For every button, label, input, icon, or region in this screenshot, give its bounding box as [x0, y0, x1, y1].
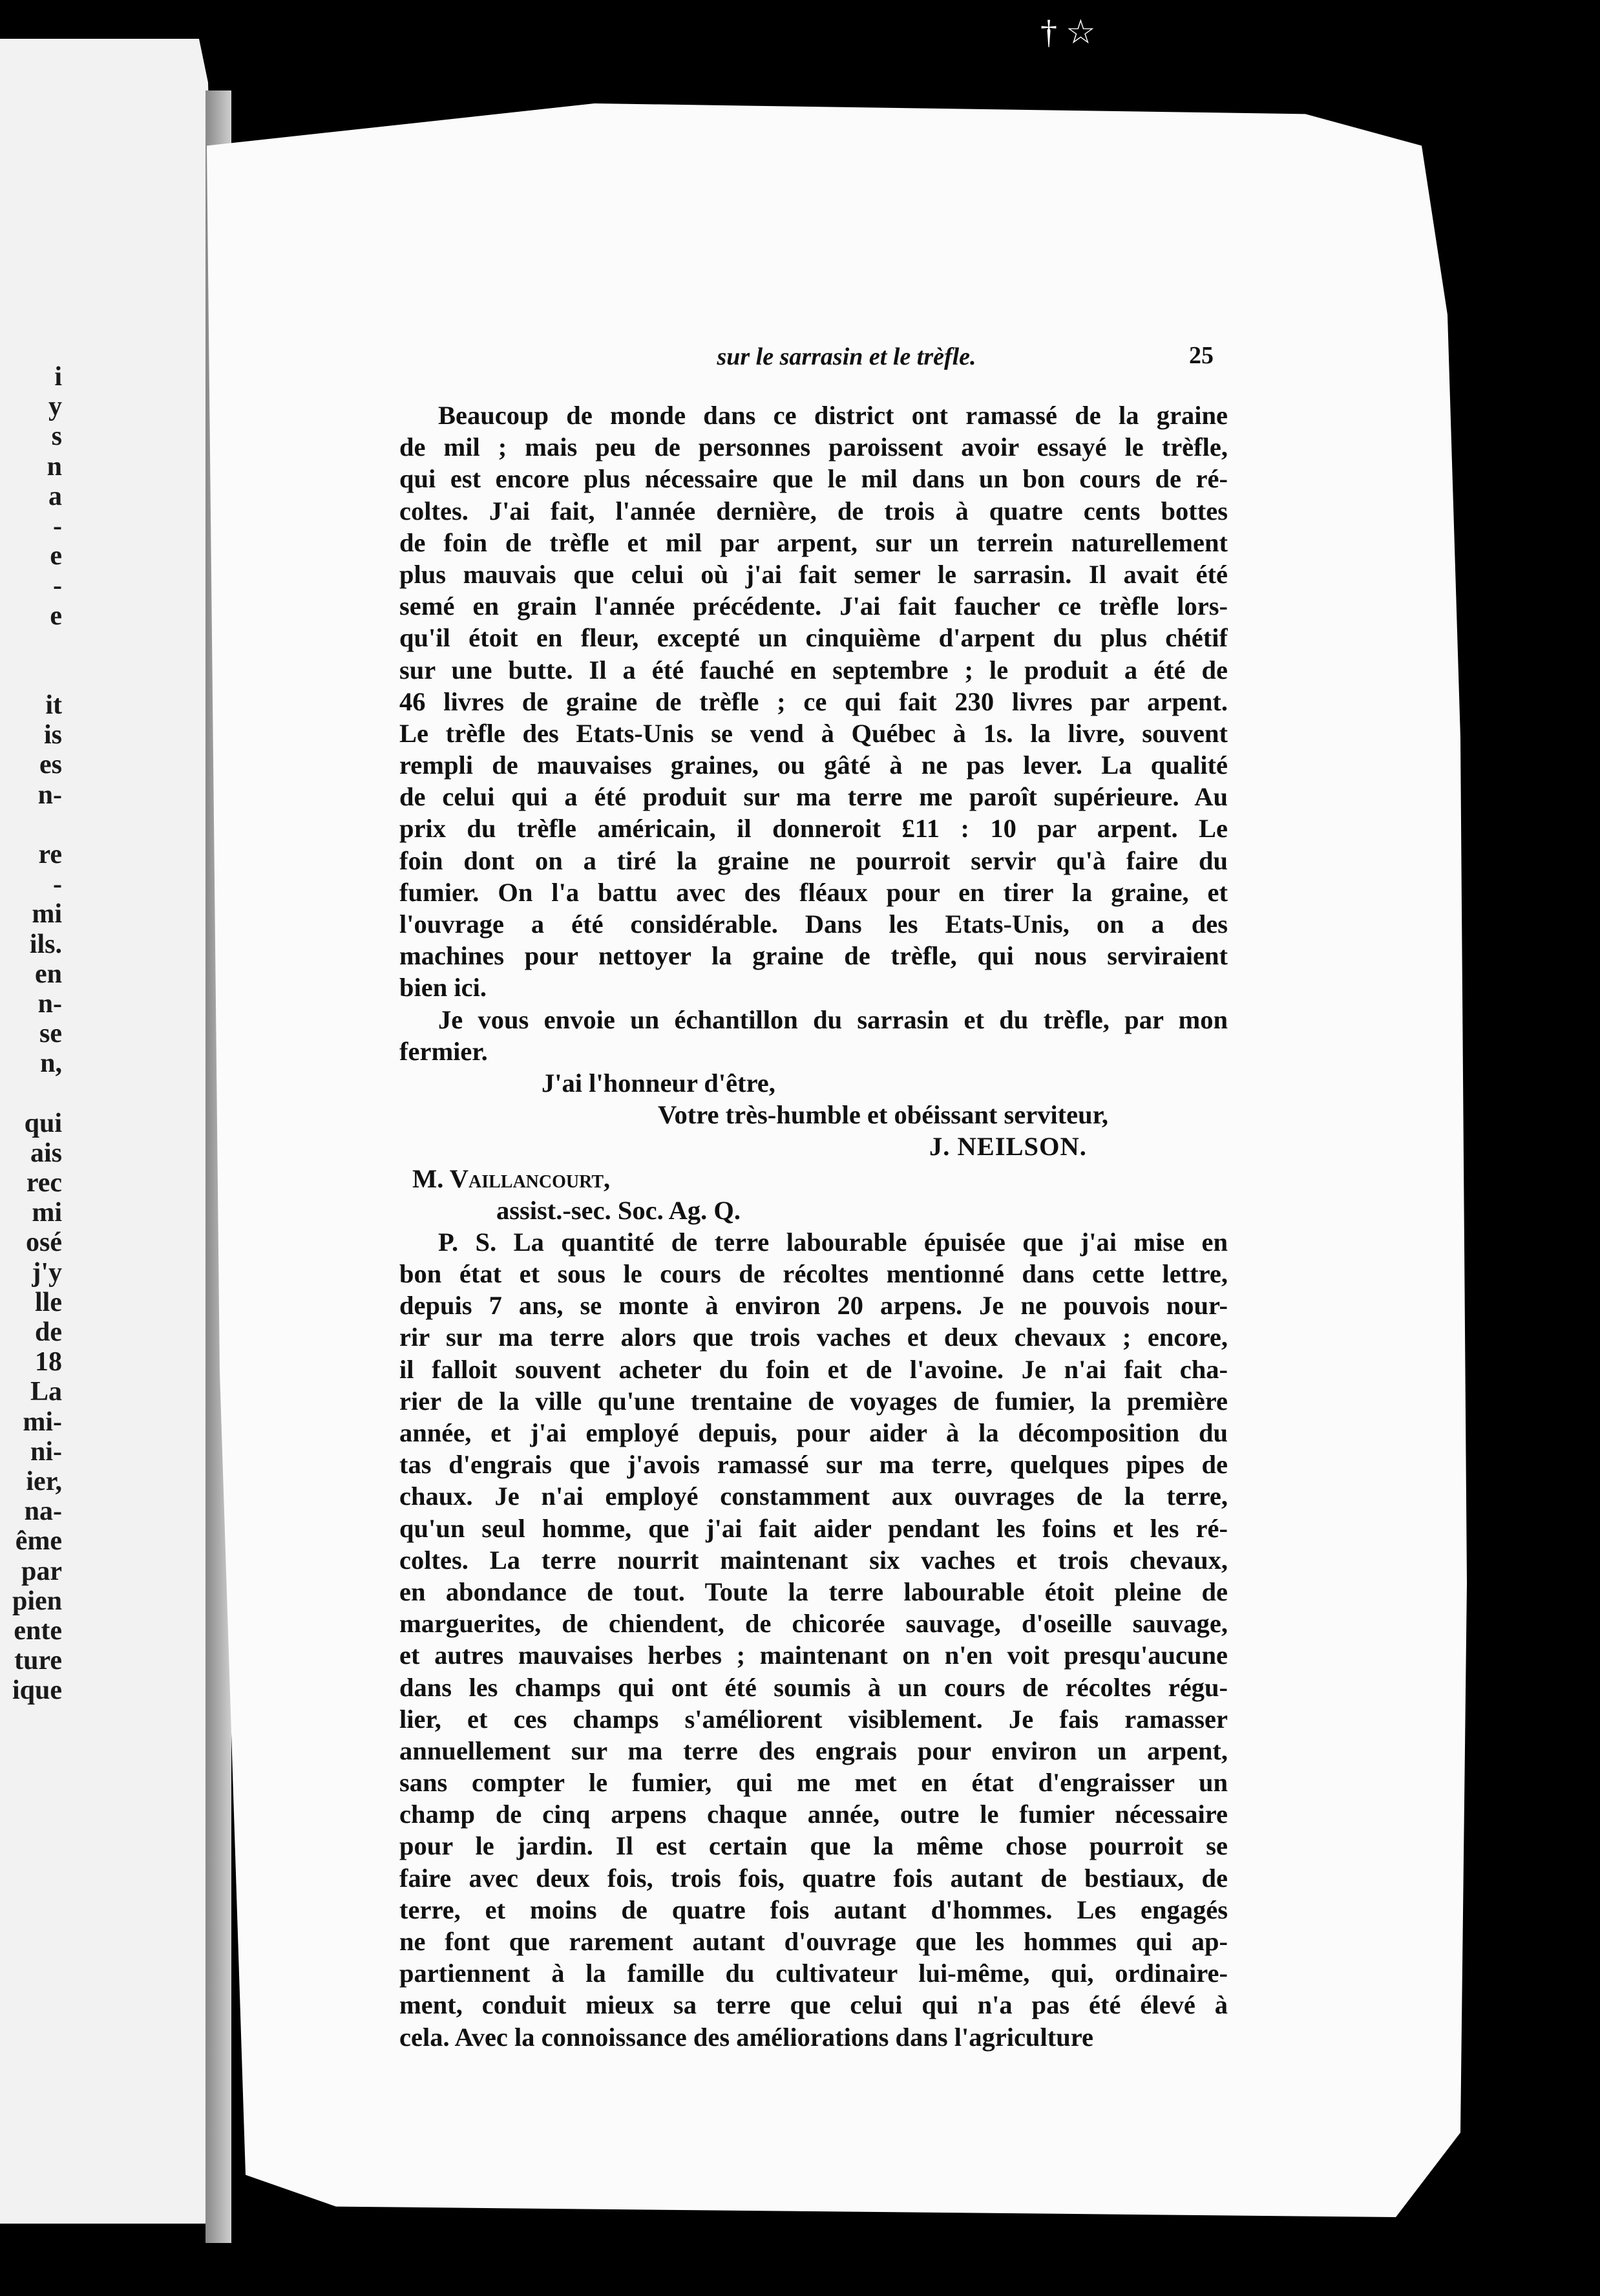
text-line: Le trèfle des Etats-Unis se vend à Québec à 1s. la livre, souvent	[399, 718, 1228, 748]
left-edge-fragment: 18	[35, 1347, 62, 1377]
text-line: terre, et moins de quatre fois autant d'hommes. Les engagés	[399, 1895, 1228, 1924]
left-edge-fragment: ture	[14, 1646, 62, 1676]
text-line: coltes. La terre nourrit maintenant six vaches et trois chevaux,	[399, 1545, 1228, 1575]
text-line: machines pour nettoyer la graine de trèfle, qui nous serviraient	[399, 941, 1228, 971]
left-edge-fragment: La	[30, 1377, 62, 1407]
left-edge-fragment	[0, 810, 62, 840]
top-margin-mark: † ☆	[1040, 14, 1096, 51]
left-edge-fragment: ier,	[26, 1466, 62, 1496]
text-line: de celui qui a été produit sur ma terre me paroît supérieure. Au	[399, 782, 1228, 812]
left-edge-fragment: mi	[32, 899, 62, 930]
postscript	[399, 1226, 1228, 2053]
left-edge-fragment: -	[53, 511, 62, 541]
text-line: de mil ; mais peu de personnes paroissent avoir essayé le trèfle,	[399, 432, 1228, 462]
left-edge-fragment: -	[53, 869, 62, 900]
closing-servant: Votre très-humble et obéissant serviteur,	[658, 1100, 1109, 1130]
left-edge-fragment: es	[39, 750, 62, 780]
left-edge-fragment: ni-	[30, 1436, 62, 1467]
text-line: dans les champs qui ont été soumis à un cours de récoltes régu-	[399, 1672, 1228, 1702]
text-line: marguerites, de chiendent, de chicorée sauvage, d'oseille sauvage,	[399, 1609, 1228, 1639]
text-line: année, et j'ai employé depuis, pour aider à la décomposition du	[399, 1418, 1228, 1447]
text-line: en abondance de tout. Toute la terre labourable étoit pleine de	[399, 1577, 1228, 1606]
left-edge-fragment: qui	[24, 1108, 62, 1138]
page-number: 25	[1189, 342, 1214, 369]
left-edge-fragment: y	[48, 392, 62, 422]
text-line: foin dont on a tiré la graine ne pourroit servir qu'à faire du	[399, 845, 1228, 875]
left-edge-fragment: en	[35, 959, 62, 989]
left-edge-fragment: a	[48, 481, 62, 511]
left-edge-fragment: i	[54, 362, 62, 392]
running-head: sur le sarrasin et le trèfle.	[717, 343, 976, 370]
left-edge-fragment: osé	[26, 1228, 62, 1258]
left-edge-fragment: pien	[12, 1586, 62, 1616]
text-line: lier, et ces champs s'améliorent visiblement. Je fais ramasser	[399, 1704, 1228, 1734]
left-edge-fragment: -	[53, 571, 62, 601]
text-line: qu'il étoit en fleur, excepté un cinquième d'arpent du plus chétif	[399, 623, 1228, 653]
left-edge-fragment	[0, 631, 62, 661]
left-edge-fragment: j'y	[32, 1257, 62, 1288]
left-page-edge-text	[0, 362, 62, 1705]
text-line: qu'un seul homme, que j'ai fait aider pendant les foins et les ré-	[399, 1513, 1228, 1543]
text-line: bon état et sous le cours de récoltes mentionné dans cette lettre,	[399, 1259, 1228, 1289]
text-line: rir sur ma terre alors que trois vaches et deux chevaux ; encore,	[399, 1323, 1228, 1352]
left-edge-fragment: re	[38, 840, 62, 869]
left-edge-fragment: n-	[37, 988, 62, 1019]
text-line: depuis 7 ans, se monte à environ 20 arpens. Je ne pouvois nour-	[399, 1291, 1228, 1321]
text-line: rempli de mauvaises graines, ou gâté à ne pas lever. La qualité	[399, 750, 1228, 780]
signature: J. NEILSON.	[929, 1132, 1087, 1162]
left-edge-fragment: it	[45, 690, 62, 721]
text-line: rier de la ville qu'une trentaine de voyages de fumier, la première	[399, 1386, 1228, 1416]
text-line: partiennent à la famille du cultivateur lui-même, qui, ordinaire-	[399, 1959, 1228, 1988]
text-line: Je vous envoie un échantillon du sarrasin et du trèfle, par mon	[438, 1004, 1228, 1034]
text-line: ment, conduit mieux sa terre que celui qui n'a pas été élevé à	[399, 1990, 1228, 2020]
left-edge-fragment: par	[21, 1556, 62, 1586]
left-edge-fragment: n-	[37, 780, 62, 810]
text-line: champ de cinq arpens chaque année, outre le fumier nécessaire	[399, 1800, 1228, 1829]
left-edge-fragment: n,	[40, 1048, 62, 1079]
addressee-title: assist.-sec. Soc. Ag. Q.	[496, 1195, 741, 1225]
text-line: coltes. J'ai fait, l'année dernière, de trois à quatre cents bottes	[399, 496, 1228, 526]
text-line: tas d'engrais que j'avois ramassé sur ma terre, quelques pipes de	[399, 1450, 1228, 1480]
text-line: pour le jardin. Il est certain que la même chose pourroit se	[399, 1831, 1228, 1861]
left-edge-fragment: ique	[12, 1675, 62, 1706]
left-edge-fragment: rec	[26, 1168, 62, 1198]
left-edge-fragment: ême	[15, 1526, 62, 1557]
text-line: 46 livres de graine de trèfle ; ce qui fait 230 livres par arpent.	[399, 686, 1228, 716]
left-edge-fragment: mi-	[23, 1407, 62, 1437]
left-edge-fragment: lle	[35, 1287, 62, 1317]
left-edge-fragment: is	[43, 720, 62, 750]
text-line: fermier.	[399, 1036, 488, 1066]
left-edge-fragment: ente	[14, 1615, 62, 1646]
text-line: chaux. Je n'ai employé constamment aux ouvrages de la terre,	[399, 1482, 1228, 1511]
left-edge-fragment: se	[39, 1019, 62, 1049]
text-line: plus mauvais que celui où j'ai fait semer le sarrasin. Il avait été	[399, 559, 1228, 589]
left-edge-fragment: s	[51, 421, 62, 452]
text-line: cela. Avec la connoissance des améliorations dans l'agriculture	[399, 2022, 1093, 2052]
text-line: de foin de trèfle et mil par arpent, sur un terrein naturellement	[399, 527, 1228, 557]
text-line: faire avec deux fois, trois fois, quatre fois autant de bestiaux, de	[399, 1863, 1228, 1893]
text-line: l'ouvrage a été considérable. Dans les Etats-Unis, on a des	[399, 909, 1228, 939]
text-line: Beaucoup de monde dans ce district ont ramassé de la graine	[438, 401, 1228, 430]
text-line: fumier. On l'a battu avec des fléaux pour en tirer la graine, et	[399, 877, 1228, 907]
text-line: P. S. La quantité de terre labourable épuisée que j'ai mise en	[438, 1227, 1228, 1257]
addressee-name: M. Vaillancourt,	[412, 1164, 611, 1193]
closing-salutation: J'ai l'honneur d'être,	[542, 1068, 775, 1098]
paragraph-2	[399, 1004, 1228, 1067]
text-line: et autres mauvaises herbes ; maintenant on n'en voit presqu'aucune	[399, 1641, 1228, 1670]
text-line: ne font que rarement autant d'ouvrage que les hommes qui ap-	[399, 1927, 1228, 1956]
text-line: semé en grain l'année précédente. J'ai fait faucher ce trèfle lors-	[399, 591, 1228, 621]
left-edge-fragment	[0, 661, 62, 690]
left-edge-fragment: ils.	[29, 929, 62, 959]
text-line: sans compter le fumier, qui me met en état d'engraisser un	[399, 1768, 1228, 1798]
left-edge-fragment: n	[47, 451, 62, 482]
page-body	[399, 399, 1228, 2053]
left-edge-fragment: e	[50, 541, 62, 571]
left-edge-fragment: de	[35, 1317, 62, 1347]
text-line: sur une butte. Il a été fauché en septembre ; le produit a été de	[399, 655, 1228, 685]
left-edge-fragment	[0, 1079, 62, 1109]
left-edge-fragment: na-	[24, 1496, 62, 1527]
text-line: prix du trèfle américain, il donneroit £11 : 10 par arpent. Le	[399, 814, 1228, 844]
left-edge-fragment: ais	[30, 1138, 62, 1168]
left-edge-fragment: e	[50, 601, 62, 631]
text-line: qui est encore plus nécessaire que le mil dans un bon cours de ré-	[399, 464, 1228, 494]
text-line: bien ici.	[399, 973, 487, 1003]
text-line: il falloit souvent acheter du foin et de l'avoine. Je n'ai fait cha-	[399, 1354, 1228, 1384]
paragraph-1	[399, 399, 1228, 1004]
left-edge-fragment: mi	[32, 1198, 62, 1228]
text-line: annuellement sur ma terre des engrais pour environ un arpent,	[399, 1736, 1228, 1765]
